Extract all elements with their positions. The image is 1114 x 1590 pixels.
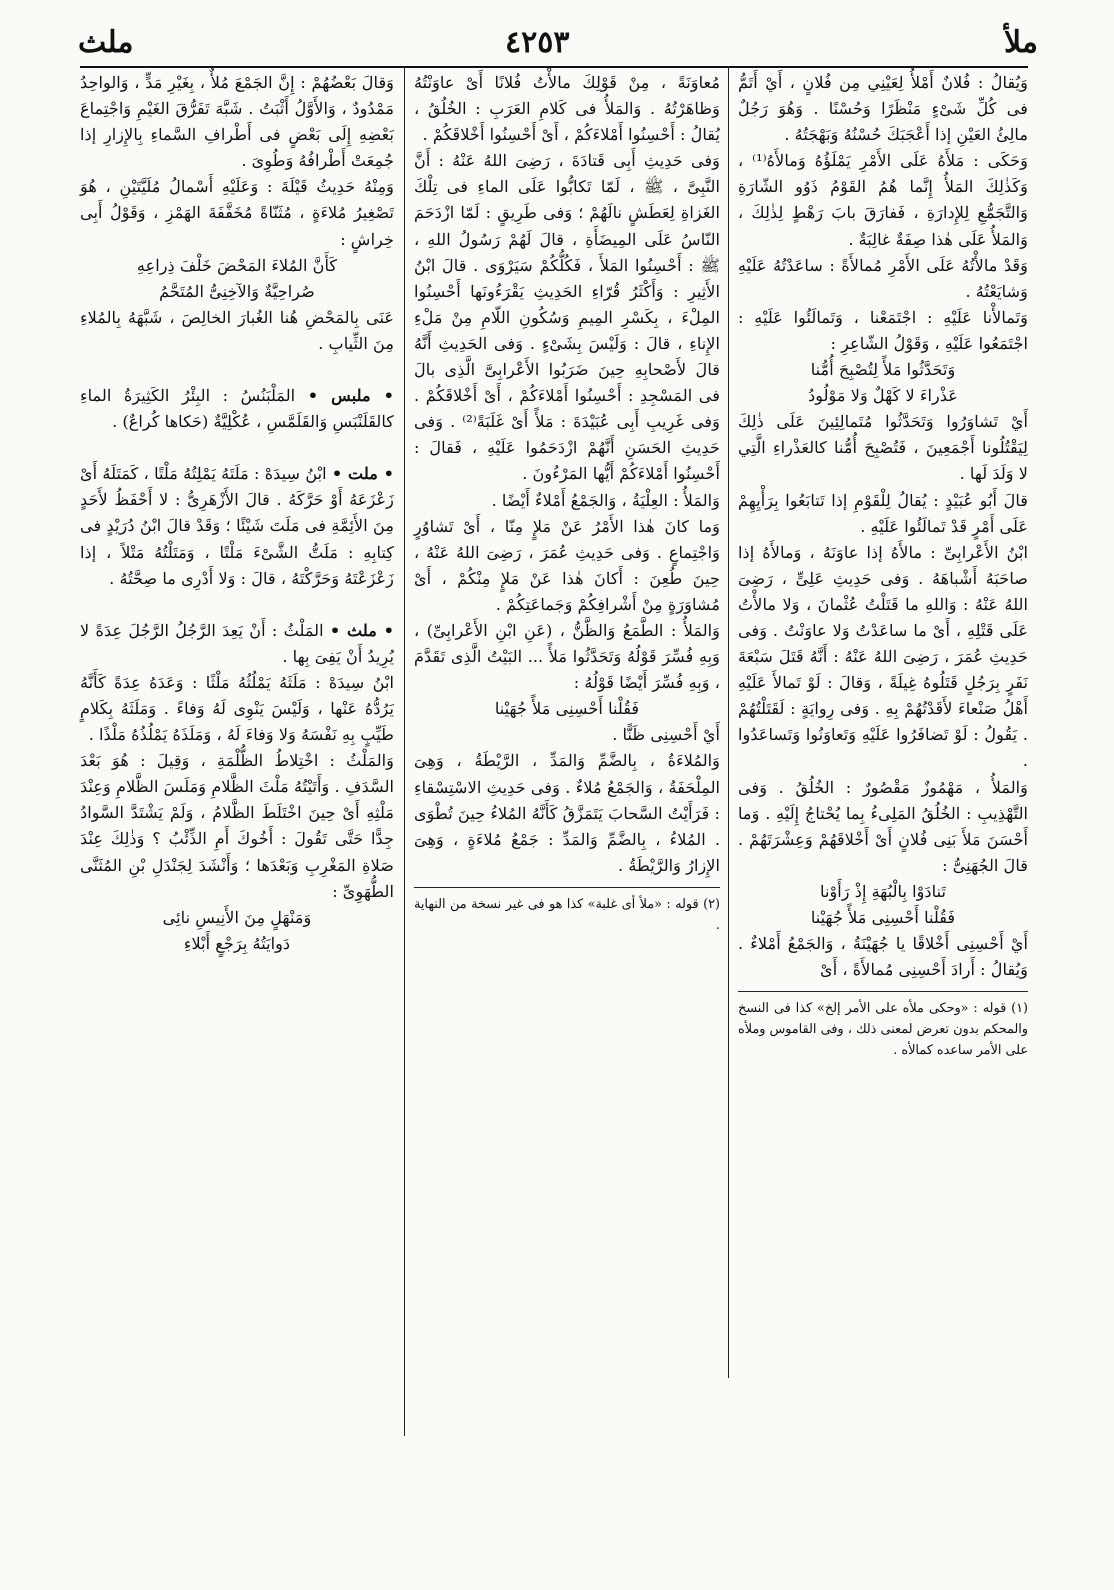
paragraph: ابْنُ سِيدَهْ : مَلَثَهُ يَمْلُثُهُ مَلْثًا : وَعَدَهُ عِدَةً كَأَنَّهُ يَرُدُّهُ عَنْها ، وَلَيْسَ يَنْوِى لَهُ وَفاءً . وَمَلَثَهُ بِكَلامٍ طَيِّبٍ بِهِ نَفْسَهُ وَلا وَفاءَ لَهُ ، وَمَلَذَهُ يَمْلُذُهُ مَلْذًا .	[80, 672, 394, 745]
verse-line: فَقُلْنا أَحْسِنِى مَلأً جُهَيْنا	[810, 908, 956, 927]
paragraph: وَالمَلأُ ، مَهْمُوزٌ مَقْصُورٌ : الخُلُقُ . وَفى التَّهْذِيبِ : الخُلُقُ المَلِىءُ بِما يُحْتاجُ إِلَيْهِ . وَما أَحْسَنَ مَلأَ بَنِى فُلانٍ أَىْ أَخْلاقَهُمْ وَعِشْرَتَهُمْ . قالَ الجُهَنِىُّ :	[738, 777, 1028, 875]
column-middle	[414, 70, 720, 936]
paragraph: وَحَكَى : مَلأَهُ عَلَى الأَمْرِ يَمْلَؤُهُ وَمالأَهُ⁽¹⁾ ، وَكَذٰلِكَ المَلأُ إِنَّما هُمُ القَوْمُ ذَوُو الشّارَةِ وَالتَّجَمُّعِ لِلإِدارَةِ ، فَفارَقَ بابَ رَهْطٍ لِذٰلِكَ ، وَالمَلأُ عَلَى هٰذا صِفَةٌ غالِبَةٌ .	[738, 151, 1028, 249]
paragraph: وَالمَلأُ : الطَّمَعُ وَالظَّنُّ ، (عَنِ ابْنِ الأَعْرابِىِّ) ، وَبِهِ فُسِّرَ قَوْلُهُ وَتَحَدَّثُوا مَلأً ... البَيْتُ الَّذِى تَقَدَّمَ ، وَبِهِ فُسِّرَ أَيْضًا قَوْلُهُ :	[414, 620, 720, 693]
paragraph: وَالمَلْثُ : اخْتِلاطُ الظُّلْمَةِ ، وَقِيلَ : هُوَ بَعْدَ السَّدَفِ . وَأَتَيْتُهُ مَلْثَ الظَّلامِ وَمَلَسَ الظَّلامِ وَعِنْدَ مَلْثِهِ أَىْ حِينَ اخْتَلَطَ الظَّلامُ ، وَلَمْ يَشْتَدَّ السَّوادُ جِدًّا حَتَّى تَقُولَ : أَخُوكَ أَمِ الذِّئْبُ ؟ وَذٰلِكَ عِنْدَ صَلاةِ المَغْرِبِ وَبَعْدَها ؛ وَأَنْشَدَ لِجَنْدَلِ بْنِ المُثَنَّى الطُّهَوِىِّ :	[80, 751, 394, 901]
paragraph: وَالمُلاءَةُ ، بِالضَّمِّ وَالمَدِّ ، الرَّيْطَةُ ، وَهِىَ المِلْحَفَةُ ، وَالجَمْعُ مُلاءٌ . وَفى حَدِيثِ الاسْتِسْقاءِ : فَرَأَيْتُ السَّحابَ يَتَمَزَّقُ كَأَنَّهُ المُلاءُ حِينَ تُطْوَى . المُلاءُ ، بِالضَّمِّ وَالمَدِّ : جَمْعُ مُلاءَةٍ ، وَهِىَ الإِزارُ وَالرَّيْطَةُ .	[414, 751, 720, 875]
column-divider-left	[404, 66, 405, 1436]
entry-headword: • ملت •	[331, 464, 394, 484]
header-rule	[80, 66, 1028, 68]
entry-gap	[80, 435, 394, 461]
paragraph: أَيْ تَشاوَرُوا وَتَحَدَّثُوا مُتَمالِئِينَ عَلَى ذٰلِكَ لِيَقْتُلُونا أَجْمَعِينَ ، فَتُصْبِحَ أُمُّنا كالعَذْراءِ الَّتِي لا وَلَدَ لَها .	[738, 412, 1028, 484]
footnote-rule	[414, 887, 720, 888]
header-left-word: ملث	[78, 25, 134, 60]
column-right	[738, 70, 1028, 1061]
column-divider-right	[728, 66, 729, 1378]
running-header	[0, 0, 1114, 70]
verse-line: دَوايَتُهُ بِرَجْعٍ أَبْلاءِ	[183, 933, 291, 953]
paragraph: ابْنُ الأَعْرابِىِّ : مالأَهُ إذا عاوَنَهُ ، وَمالأَهُ إذا صاحَبَهُ أَشْباهَهُ . وَفى حَدِيثِ عَلِىٍّ ، رَضِىَ اللهُ عَنْهُ : وَاللهِ ما قَتَلْتُ عُثْمانَ ، وَلا مالأْتُ عَلَى قَتْلِهِ ، أَىْ ما ساعَدْتُ وَلا عاوَنْتُ . وَفى حَدِيثِ عُمَرَ ، رَضِىَ اللهُ عَنْهُ : أَنَّهُ قَتَلَ سَبْعَةَ نَفَرٍ بِرَجُلٍ قَتَلُوهُ غِيلَةً ، وَقالَ : لَوْ تَمالأَ عَلَيْهِ أَهْلُ صَنْعاءَ لأَقَدْتُهُمْ بِهِ . وَفى رِوايَةٍ : لَقَتَلْتُهُمْ . يَقُولُ : لَوْ تَضافَرُوا عَلَيْهِ وَتَعاوَنُوا وَتَساعَدُوا .	[738, 542, 1028, 771]
paragraph: أَيْ أَحْسِنِى أَخْلاقًا يا جُهَيْنَةُ ، وَالجَمْعُ أَمْلاءٌ . وَيُقالُ : أَرادَ أَحْسِنِى مُمالأَةً ، أَىْ	[738, 934, 1028, 980]
header-right-word: ملأ	[1004, 25, 1038, 60]
paragraph: وَالمَلأُ : العِلْيَةُ ، وَالجَمْعُ أَمْلاءٌ أَيْضًا .	[491, 490, 720, 510]
paragraph: عَنَى بِالمَحْضِ هُنا الغُبارَ الخالِصَ ، شَبَّهَهُ بِالمُلاءِ مِنَ الثِّيابِ .	[80, 307, 394, 353]
verse-line: كَأَنَّ المُلاءَ المَحْضَ خَلْفَ ذِراعِهِ	[136, 255, 338, 275]
entry-malat	[80, 461, 394, 591]
verse-line: تَنادَوْا بِالْبُهَةِ إِذْ رَأَوْنا	[820, 881, 946, 901]
paragraph: مُعاوَنَةً ، مِنْ قَوْلِكَ مالأْتُ فُلانًا أَىْ عاوَنْتُهُ وَظاهَرْتُهُ . وَالمَلأُ فى كَلامِ العَرَبِ : الخُلُقُ ، يُقالُ : أَحْسِنُوا أَمْلاءَكُمْ ، أَىْ أَحْسِنُوا أَخْلاقَكُمْ .	[414, 73, 720, 145]
verse-line: وَتَحَدَّثُوا مَلأً لِتُصْبِحَ أُمُّنا	[810, 360, 956, 380]
paragraph: وَيُقالُ : فُلانٌ أَمْلأُ لِعَيْنِي مِن فُلانٍ ، أَيْ أَتَمُّ فى كُلِّ شَىْءٍ مَنْظَرًا وَحُسْنًا . وَهُوَ رَجُلٌ مالِئُ العَيْنِ إذا أَعْجَبَكَ حُسْنُهُ وَبَهْجَتُهُ .	[738, 73, 1028, 145]
entry-headword: • ملث •	[329, 620, 395, 640]
column-left	[80, 70, 394, 957]
paragraph: وَما كانَ هٰذا الأَمْرُ عَنْ مَلإٍ مِنّا ، أَىْ تَشاوُرٍ وَاجْتِماعٍ . وَفى حَدِيثِ عُمَرَ ، رَضِىَ اللهُ عَنْهُ ، حِينَ طُعِنَ : أَكانَ هٰذا عَنْ مَلإٍ مِنْكُمْ ، أَىْ مُشاوَرَةٍ مِنْ أَشْرافِكُمْ وَجَماعَتِكُمْ .	[414, 516, 720, 614]
entry-text: المَلْثُ : أَنْ يَعِدَ الرَّجُلُ الرَّجُلَ عِدَةً لا يُرِيدُ أَنْ يَفِىَ بِها .	[80, 620, 394, 666]
paragraph: قالَ أَبُو عُبَيْدٍ : يُقالُ لِلْقَوْمِ إذا تَتابَعُوا بِرَأْيِهِمْ عَلَى أَمْرٍ قَدْ تَمالَئُوا عَلَيْهِ .	[738, 490, 1028, 536]
entry-malbas	[80, 383, 394, 435]
verse-line: وَمَنْهَلٍ مِنَ الأَنِيسِ نائِى	[162, 907, 312, 927]
entry-gap	[80, 357, 394, 383]
verse-line: صُراحِيَّةٌ وَالآخِنِىُّ المُتَحَّمُ	[159, 281, 315, 301]
paragraph: وَقالَ بَعْضُهُمْ : إِنَّ الجَمْعَ مُلأٌ ، بِغَيْرِ مَدٍّ ، وَالواحِدُ مَمْدُودٌ ، وَالأَوَّلُ أَثْبَتُ . شَبَّهَ تَفَرُّقَ الغَيْمِ وَاجْتِماعَ بَعْضِهِ إِلَى بَعْضٍ فى أَطْرافِ السَّماءِ بِالإِزارِ إذا جُمِعَتْ أَطْرافُهُ وَطُوِىَ .	[80, 73, 394, 171]
footnote: (١) قوله : «وحكى ملأه على الأمر إلخ» كذا فى النسخ والمحكم بدون تعرض لمعنى ذلك ، وفى القاموس وملأه على الأمر ساعده كمالأه .	[738, 1001, 1028, 1059]
paragraph: وَفى حَدِيثِ أَبِى قَتادَةَ ، رَضِىَ اللهُ عَنْهُ : أَنَّ النَّبِىَّ ، ﷺ ، لَمّا تَكابُّوا عَلَى الماءِ فى تِلْكَ الغَزاةِ لِعَطَشٍ نالَهُمْ ؛ وَفى طَرِيقٍ : لَمّا ازْدَحَمَ النّاسُ عَلَى المِيضَأَةِ ، قالَ لَهُمْ رَسُولُ اللهِ ، ﷺ : أَحْسِنُوا المَلأَ ، فَكُلُّكُمْ سَيَرْوَى . قالَ ابْنُ الأَثِيرِ : وَأَكْثَرُ قُرّاءِ الحَدِيثِ يَقْرَءُونَها أَحْسِنُوا المِلْءَ ، بِكَسْرِ المِيمِ وَسُكُونِ اللّامِ مِنْ مَلْءِ الإِناءِ ، قالَ : وَلَيْسَ بِشَىْءٍ . وَفى الحَدِيثِ أَنَّهُ قالَ لأَصْحابِهِ حِينَ ضَرَبُوا الأَعْرابِىَّ الَّذِى بالَ فى المَسْجِدِ : أَحْسِنُوا أَمْلاءَكُمْ ، أَىْ أَخْلاقَكُمْ . وَفى غَرِيبِ أَبِى عُبَيْدَةَ : مَلأً أَىْ غَلَبَةً⁽²⁾ . وَفى حَدِيثِ الحَسَنِ أَنَّهُمْ ازْدَحَمُوا عَلَيْهِ ، فَقالَ : أَحْسِنُوا أَمْلاءَكُمْ أَيُّها المَرْءُونَ .	[414, 151, 720, 484]
entry-gap	[80, 592, 394, 618]
verse-line: فَقُلْنا أَحْسِنِى مَلأً جُهَيْنا	[494, 699, 640, 719]
entry-text: المَلْبَنُسُ : البِئْرُ الكَثِيرَةُ الماءِ كالقَلَنْبَسِ وَالقَلَمَّسِ ، عُكْلِيَّةٌ (حَكاها كُراعٌ) .	[80, 386, 394, 432]
verse-line: عَذْراءَ لا كَهْلٌ وَلا مَوْلُودُ	[808, 386, 958, 406]
page-number: ٤٢٥٣	[505, 25, 570, 60]
entry-malath	[80, 618, 394, 670]
paragraph: وَتَمالأْنا عَلَيْهِ : اجْتَمَعْنا ، وَتَمالَئُوا عَلَيْهِ : اجْتَمَعُوا عَلَيْهِ ، وَقَوْلُ الشّاعِرِ :	[738, 307, 1028, 353]
entry-text: ابْنُ سِيدَهْ : مَلَتَهُ يَمْلِتُهُ مَلْتًا ، كَمَتَلَهُ أَىْ زَعْزَعَهُ أَوْ حَرَّكَهُ . قالَ الأَزْهَرِىُّ : لا أَحْفَظُ لأَحَدٍ مِنَ الأَئِمَّةِ فى مَلَتَ شَيْئًا ؛ وَقَدْ قالَ ابْنُ دُرَيْدٍ فى كِتابِهِ : مَلَتُّ الشَّىْءَ مَلْتًا ، وَمَتَلْتُهُ مَتْلاً ، إذا زَعْزَعْتَهُ وَحَرَّكْتَهُ ، قالَ : وَلا أَدْرِى ما صِحَّتُهُ .	[80, 464, 394, 588]
paragraph: وَقَدْ مالأْتُهُ عَلَى الأَمْرِ مُمالأَةً : ساعَدْتُهُ عَلَيْهِ وَشايَعْتُهُ .	[738, 255, 1028, 301]
paragraph: وَمِنْهُ حَدِيثُ قَيْلَةَ : وَعَلَيْهِ أَسْمالُ مُلَيَّتَيْنِ ، هُوَ تَصْغِيرُ مُلاءَةٍ ، مُثَنّاةً مُخَفَّفَةَ الهَمْزِ ، وَقَوْلُ أَبِى خِراشٍ :	[80, 177, 394, 249]
paragraph: أَيْ أَحْسِنِى ظَنًّا .	[612, 725, 720, 745]
entry-headword: • ملبس •	[307, 386, 394, 406]
footnote-rule	[738, 991, 1028, 992]
footnote: (٢) قوله : «ملأ أى غلبة» كذا هو فى غير نسخة من النهاية .	[414, 896, 720, 933]
